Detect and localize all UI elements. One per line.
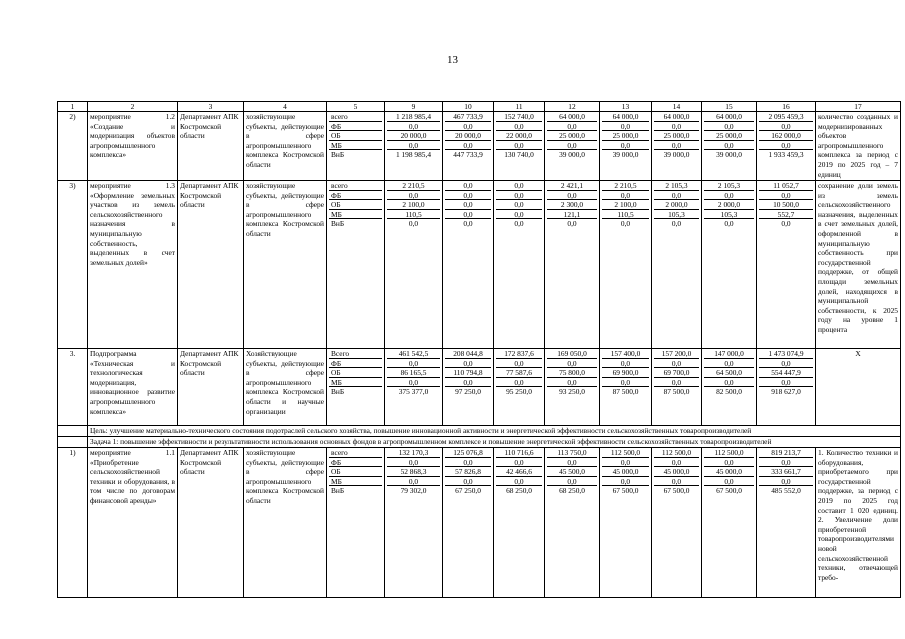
funding-value: 333 661,7 bbox=[759, 467, 813, 477]
funding-value: 0,0 bbox=[704, 141, 754, 151]
measure-name: мероприятие 1.1 «Приобретение сельскохозяйственной техники и оборудования, в том числе по договорам финансовой аренды» bbox=[88, 448, 178, 598]
expected-result: количество созданных и модернизированных объектов агропромышленного комплекса за период с 2019 по 2025 год – 7 единиц bbox=[816, 112, 901, 181]
funding-value: 2 095 459,3 bbox=[759, 112, 813, 122]
funding-value: 95 250,0 bbox=[506, 387, 532, 397]
funding-value: 2 000,0 bbox=[704, 200, 754, 210]
funding-value: 20 000,0 bbox=[445, 131, 491, 141]
row-number: 2) bbox=[58, 112, 88, 181]
table-row bbox=[58, 349, 901, 426]
funding-value: 125 076,8 bbox=[445, 448, 491, 458]
funding-value: 208 044,8 bbox=[445, 349, 491, 359]
funding-value: 121,1 bbox=[547, 210, 597, 220]
funding-value: 0,0 bbox=[547, 359, 597, 369]
funding-value: 147 000,0 bbox=[704, 349, 754, 359]
funding-value: 45 000,0 bbox=[704, 467, 754, 477]
funding-value: 0,0 bbox=[654, 141, 699, 151]
funding-value: 69 700,0 bbox=[654, 368, 699, 378]
funding-value: 86 165,5 bbox=[387, 368, 440, 378]
year-column-15 bbox=[702, 349, 757, 426]
header-cell: 15 bbox=[702, 102, 757, 112]
funding-value: 0,0 bbox=[759, 191, 813, 201]
funding-source-label: ОБ bbox=[329, 131, 382, 141]
funding-value: 0,0 bbox=[602, 458, 649, 468]
year-column-11 bbox=[494, 349, 545, 426]
measure-name: мероприятие 1.3 «Оформление земельных участков из земель сельскохозяйственного назначения в муниципальную собственность, выделенных в счет земельных долей» bbox=[88, 181, 178, 349]
year-column-9 bbox=[385, 349, 443, 426]
page-number: 13 bbox=[447, 54, 458, 66]
funding-value: 0,0 bbox=[704, 359, 754, 369]
funding-value: 0,0 bbox=[654, 359, 699, 369]
funding-value: 0,0 bbox=[496, 378, 542, 388]
row-number: 3) bbox=[58, 181, 88, 349]
funding-value: 0,0 bbox=[408, 219, 419, 229]
funding-source-label: ОБ bbox=[329, 200, 382, 210]
funding-value: 0,0 bbox=[445, 378, 491, 388]
funding-value: 45 000,0 bbox=[654, 467, 699, 477]
funding-value: 0,0 bbox=[759, 477, 813, 487]
funding-value: 0,0 bbox=[445, 181, 491, 191]
funding-value: 39 000,0 bbox=[663, 150, 690, 160]
funding-value: 75 800,0 bbox=[547, 368, 597, 378]
funding-source-label: ФБ bbox=[329, 122, 382, 132]
funding-value: 2 105,3 bbox=[654, 181, 699, 191]
table-row bbox=[58, 112, 901, 181]
funding-value: 2 100,0 bbox=[387, 200, 440, 210]
funding-value: 0,0 bbox=[602, 141, 649, 151]
funding-value: 0,0 bbox=[445, 200, 491, 210]
year-column-14 bbox=[652, 448, 702, 598]
goal-row bbox=[58, 426, 901, 437]
year-column-9 bbox=[385, 112, 443, 181]
funding-value: 105,3 bbox=[704, 210, 754, 220]
funding-value: 22 000,0 bbox=[496, 131, 542, 141]
funding-value: 79 302,0 bbox=[400, 486, 427, 496]
funding-value: 64 500,0 bbox=[704, 368, 754, 378]
goal-text: Цель: улучшение материально-технического состояния подотраслей сельского хозяйства, повышение инновационной активности и энергетической эффективности сельскохозяйственных товаропроизводителей bbox=[88, 426, 901, 437]
year-column-14 bbox=[652, 349, 702, 426]
funding-value: 0,0 bbox=[724, 219, 734, 229]
funding-value: 0,0 bbox=[759, 458, 813, 468]
funding-value: 552,7 bbox=[759, 210, 813, 220]
row-number: 3. bbox=[58, 349, 88, 426]
funding-value: 0,0 bbox=[602, 477, 649, 487]
header-cell: 13 bbox=[600, 102, 652, 112]
funding-value: 375 377,0 bbox=[398, 387, 429, 397]
funding-value: 1 218 985,4 bbox=[387, 112, 440, 122]
funding-source-label: ОБ bbox=[329, 467, 382, 477]
year-column-15 bbox=[702, 448, 757, 598]
funding-value: 0,0 bbox=[602, 122, 649, 132]
funding-value: 112 500,0 bbox=[654, 448, 699, 458]
funding-source-label: всего bbox=[329, 112, 382, 122]
funding-value: 25 000,0 bbox=[602, 131, 649, 141]
task-text: Задача 1: повышение эффективности и результативности использования основных фондов в агропромышленном комплексе и повышение энергетической эффективности сельскохозяйственных товаропроизводителей bbox=[88, 437, 901, 448]
funding-value: 157 400,0 bbox=[602, 349, 649, 359]
funding-value: 42 466,6 bbox=[496, 467, 542, 477]
funding-value: 0,0 bbox=[654, 122, 699, 132]
funding-value: 105,3 bbox=[654, 210, 699, 220]
year-column-11 bbox=[494, 448, 545, 598]
funding-source-label: ФБ bbox=[329, 359, 382, 369]
funding-value: 0,0 bbox=[654, 191, 699, 201]
responsible-dept: Департамент АПК Костромской области bbox=[178, 112, 244, 181]
funding-value: 0,0 bbox=[387, 359, 440, 369]
header-cell: 17 bbox=[816, 102, 901, 112]
year-column-12 bbox=[545, 112, 600, 181]
total-column-16 bbox=[757, 349, 816, 426]
total-column-16 bbox=[757, 448, 816, 598]
funding-value: 0,0 bbox=[602, 359, 649, 369]
header-cell: 14 bbox=[652, 102, 702, 112]
funding-value: 819 213,7 bbox=[759, 448, 813, 458]
funding-value: 0,0 bbox=[547, 378, 597, 388]
year-column-15 bbox=[702, 181, 757, 349]
funding-source-label: МБ bbox=[329, 141, 382, 151]
year-column-13 bbox=[600, 112, 652, 181]
header-cell: 10 bbox=[443, 102, 494, 112]
funding-source-label: МБ bbox=[329, 210, 382, 220]
funding-value: 39 000,0 bbox=[612, 150, 639, 160]
funding-value: 25 000,0 bbox=[704, 131, 754, 141]
funding-value: 2 210,5 bbox=[387, 181, 440, 191]
table-row bbox=[58, 448, 901, 598]
year-column-14 bbox=[652, 181, 702, 349]
funding-value: 0,0 bbox=[654, 458, 699, 468]
funding-value: 77 587,6 bbox=[496, 368, 542, 378]
expected-result: 1. Количество техники и оборудования, приобретаемого при государственной поддержке, за период с 2019 по 2025 год составит 1 020 единиц. 2. Увеличение доли приобретенной товаропроизводителями новой сельскохозяйственной техники, отвечающей требо- bbox=[816, 448, 901, 598]
funding-value: 0,0 bbox=[445, 191, 491, 201]
funding-value: 485 552,0 bbox=[771, 486, 801, 496]
funding-sources bbox=[327, 112, 385, 181]
funding-value: 2 000,0 bbox=[654, 200, 699, 210]
funding-sources bbox=[327, 448, 385, 598]
year-column-13 bbox=[600, 181, 652, 349]
funding-value: 11 052,7 bbox=[759, 181, 813, 191]
funding-value: 172 837,6 bbox=[496, 349, 542, 359]
funding-value: 2 421,1 bbox=[547, 181, 597, 191]
table-row bbox=[58, 181, 901, 349]
header-cell: 16 bbox=[757, 102, 816, 112]
funding-source-label: ВнБ bbox=[331, 219, 345, 229]
funding-source-label: МБ bbox=[329, 378, 382, 388]
funding-value: 0,0 bbox=[654, 477, 699, 487]
funding-value: 0,0 bbox=[602, 378, 649, 388]
program-table bbox=[57, 101, 901, 598]
funding-value: 64 000,0 bbox=[602, 112, 649, 122]
header-row bbox=[58, 102, 901, 112]
funding-value: 0,0 bbox=[496, 210, 542, 220]
funding-value: 67 500,0 bbox=[663, 486, 690, 496]
funding-value: 461 542,5 bbox=[387, 349, 440, 359]
participants: Хозяйствующие субъекты, действующие в сфере агропромышленного комплекса Костромской области и научные организации bbox=[244, 349, 327, 426]
funding-value: 1 933 459,3 bbox=[768, 150, 804, 160]
funding-value: 97 250,0 bbox=[455, 387, 481, 397]
funding-source-label: МБ bbox=[329, 477, 382, 487]
funding-value: 64 000,0 bbox=[704, 112, 754, 122]
funding-value: 39 000,0 bbox=[559, 150, 585, 160]
funding-value: 152 740,0 bbox=[496, 112, 542, 122]
funding-value: 0,0 bbox=[496, 181, 542, 191]
funding-value: 0,0 bbox=[445, 359, 491, 369]
funding-value: 157 200,0 bbox=[654, 349, 699, 359]
funding-value: 0,0 bbox=[704, 378, 754, 388]
funding-value: 0,0 bbox=[496, 200, 542, 210]
funding-value: 0,0 bbox=[781, 219, 791, 229]
year-column-9 bbox=[385, 448, 443, 598]
funding-source-label: Всего bbox=[329, 349, 382, 359]
funding-value: 82 500,0 bbox=[716, 387, 742, 397]
funding-value: 2 100,0 bbox=[602, 200, 649, 210]
funding-source-label: ВнБ bbox=[331, 387, 345, 397]
row-number: 1) bbox=[58, 448, 88, 598]
funding-value: 64 000,0 bbox=[654, 112, 699, 122]
funding-source-label: всего bbox=[329, 448, 382, 458]
funding-value: 57 826,8 bbox=[445, 467, 491, 477]
year-column-11 bbox=[494, 181, 545, 349]
funding-value: 0,0 bbox=[759, 359, 813, 369]
funding-value: 0,0 bbox=[654, 378, 699, 388]
funding-value: 169 050,0 bbox=[547, 349, 597, 359]
funding-value: 68 250,0 bbox=[559, 486, 585, 496]
task-row-blank bbox=[58, 437, 88, 448]
funding-value: 20 000,0 bbox=[387, 131, 440, 141]
funding-value: 0,0 bbox=[704, 458, 754, 468]
responsible-dept: Департамент АПК Костромской области bbox=[178, 349, 244, 426]
responsible-dept: Департамент АПК Костромской области bbox=[178, 181, 244, 349]
funding-sources bbox=[327, 181, 385, 349]
funding-value: 0,0 bbox=[387, 141, 440, 151]
funding-value: 132 170,3 bbox=[387, 448, 440, 458]
funding-value: 1 473 074,9 bbox=[759, 349, 813, 359]
funding-value: 0,0 bbox=[387, 378, 440, 388]
year-column-12 bbox=[545, 181, 600, 349]
funding-value: 0,0 bbox=[704, 477, 754, 487]
funding-value: 69 900,0 bbox=[602, 368, 649, 378]
total-column-16 bbox=[757, 181, 816, 349]
funding-value: 67 500,0 bbox=[716, 486, 742, 496]
funding-value: 447 733,9 bbox=[453, 150, 483, 160]
funding-value: 110 716,6 bbox=[496, 448, 542, 458]
funding-value: 0,0 bbox=[445, 122, 491, 132]
header-cell: 4 bbox=[244, 102, 327, 112]
funding-value: 0,0 bbox=[704, 191, 754, 201]
funding-value: 0,0 bbox=[387, 477, 440, 487]
header-cell: 5 bbox=[327, 102, 385, 112]
subprogram-name: Подпрограмма «Техническая и технологическая модернизация, инновационное развитие агропромышленного комплекса» bbox=[88, 349, 178, 426]
task-row bbox=[58, 437, 901, 448]
funding-source-label: ФБ bbox=[329, 191, 382, 201]
funding-value: 25 000,0 bbox=[654, 131, 699, 141]
funding-value: 0,0 bbox=[445, 458, 491, 468]
expected-result: Х bbox=[816, 349, 901, 426]
header-cell: 12 bbox=[545, 102, 600, 112]
funding-value: 130 740,0 bbox=[504, 150, 534, 160]
funding-value: 0,0 bbox=[620, 219, 631, 229]
funding-value: 87 500,0 bbox=[663, 387, 690, 397]
funding-value: 467 733,9 bbox=[445, 112, 491, 122]
funding-value: 0,0 bbox=[496, 458, 542, 468]
funding-value: 2 210,5 bbox=[602, 181, 649, 191]
funding-value: 45 500,0 bbox=[547, 467, 597, 477]
header-cell: 11 bbox=[494, 102, 545, 112]
funding-value: 0,0 bbox=[547, 141, 597, 151]
year-column-10 bbox=[443, 448, 494, 598]
funding-value: 110,5 bbox=[387, 210, 440, 220]
year-column-10 bbox=[443, 349, 494, 426]
funding-value: 918 627,0 bbox=[771, 387, 801, 397]
funding-value: 0,0 bbox=[671, 219, 682, 229]
year-column-9 bbox=[385, 181, 443, 349]
funding-value: 2 105,3 bbox=[704, 181, 754, 191]
funding-value: 0,0 bbox=[514, 219, 524, 229]
funding-value: 67 250,0 bbox=[455, 486, 481, 496]
funding-value: 0,0 bbox=[463, 219, 473, 229]
funding-value: 112 500,0 bbox=[704, 448, 754, 458]
header-cell: 3 bbox=[178, 102, 244, 112]
funding-source-label: ФБ bbox=[329, 458, 382, 468]
responsible-dept: Департамент АПК Костромской области bbox=[178, 448, 244, 598]
funding-value: 10 500,0 bbox=[759, 200, 813, 210]
total-column-16 bbox=[757, 112, 816, 181]
funding-value: 0,0 bbox=[759, 122, 813, 132]
funding-value: 64 000,0 bbox=[547, 112, 597, 122]
funding-value: 25 000,0 bbox=[547, 131, 597, 141]
funding-value: 87 500,0 bbox=[612, 387, 639, 397]
funding-value: 0,0 bbox=[387, 191, 440, 201]
funding-value: 52 868,3 bbox=[387, 467, 440, 477]
year-column-14 bbox=[652, 112, 702, 181]
funding-value: 93 250,0 bbox=[559, 387, 585, 397]
funding-value: 110 794,8 bbox=[445, 368, 491, 378]
funding-value: 0,0 bbox=[445, 141, 491, 151]
year-column-10 bbox=[443, 181, 494, 349]
funding-value: 0,0 bbox=[759, 141, 813, 151]
header-cell: 9 bbox=[385, 102, 443, 112]
header-cell: 2 bbox=[88, 102, 178, 112]
year-column-12 bbox=[545, 448, 600, 598]
funding-source-label: ВнБ bbox=[331, 150, 345, 160]
funding-value: 67 500,0 bbox=[612, 486, 639, 496]
funding-value: 1 198 985,4 bbox=[395, 150, 432, 160]
funding-value: 0,0 bbox=[445, 477, 491, 487]
expected-result: сохранение доли земель из земель сельскохозяйственного назначения, выделенных в счет земельных долей, оформленной в муниципальную собственность при государственной поддержке, от общей площади земельных долей, находящихся в муниципальной собственности, к 2025 году на уровне 1 процента bbox=[816, 181, 901, 349]
funding-value: 0,0 bbox=[547, 122, 597, 132]
funding-value: 0,0 bbox=[496, 477, 542, 487]
funding-value: 0,0 bbox=[759, 378, 813, 388]
funding-value: 0,0 bbox=[496, 359, 542, 369]
funding-value: 113 750,0 bbox=[547, 448, 597, 458]
funding-value: 162 000,0 bbox=[759, 131, 813, 141]
goal-row-blank bbox=[58, 426, 88, 437]
funding-value: 39 000,0 bbox=[716, 150, 742, 160]
funding-value: 112 500,0 bbox=[602, 448, 649, 458]
funding-value: 0,0 bbox=[496, 141, 542, 151]
participants: хозяйствующие субъекты, действующие в сфере агропромышленного комплекса Костромской области bbox=[244, 448, 327, 598]
funding-value: 0,0 bbox=[567, 219, 577, 229]
funding-source-label: ВнБ bbox=[331, 486, 345, 496]
funding-value: 68 250,0 bbox=[506, 486, 532, 496]
funding-value: 0,0 bbox=[547, 477, 597, 487]
year-column-13 bbox=[600, 448, 652, 598]
measure-name: мероприятие 1.2 «Создание и модернизация объектов агропромышленного комплекса» bbox=[88, 112, 178, 181]
funding-source-label: ОБ bbox=[329, 368, 382, 378]
funding-value: 0,0 bbox=[445, 210, 491, 220]
funding-value: 0,0 bbox=[602, 191, 649, 201]
funding-value: 0,0 bbox=[496, 122, 542, 132]
funding-value: 0,0 bbox=[547, 191, 597, 201]
year-column-11 bbox=[494, 112, 545, 181]
funding-value: 0,0 bbox=[704, 122, 754, 132]
header-cell: 1 bbox=[58, 102, 88, 112]
funding-source-label: всего bbox=[329, 181, 382, 191]
year-column-10 bbox=[443, 112, 494, 181]
funding-value: 554 447,9 bbox=[759, 368, 813, 378]
funding-value: 0,0 bbox=[387, 458, 440, 468]
participants: хозяйствующие субъекты, действующие в сфере агропромышленного комплекса Костромской области bbox=[244, 181, 327, 349]
year-column-15 bbox=[702, 112, 757, 181]
funding-value: 0,0 bbox=[496, 191, 542, 201]
year-column-12 bbox=[545, 349, 600, 426]
funding-value: 45 000,0 bbox=[602, 467, 649, 477]
funding-sources bbox=[327, 349, 385, 426]
funding-value: 0,0 bbox=[387, 122, 440, 132]
year-column-13 bbox=[600, 349, 652, 426]
funding-value: 110,5 bbox=[602, 210, 649, 220]
funding-value: 0,0 bbox=[547, 458, 597, 468]
funding-value: 2 300,0 bbox=[547, 200, 597, 210]
participants: хозяйствующие субъекты, действующие в сфере агропромышленного комплекса Костромской области bbox=[244, 112, 327, 181]
